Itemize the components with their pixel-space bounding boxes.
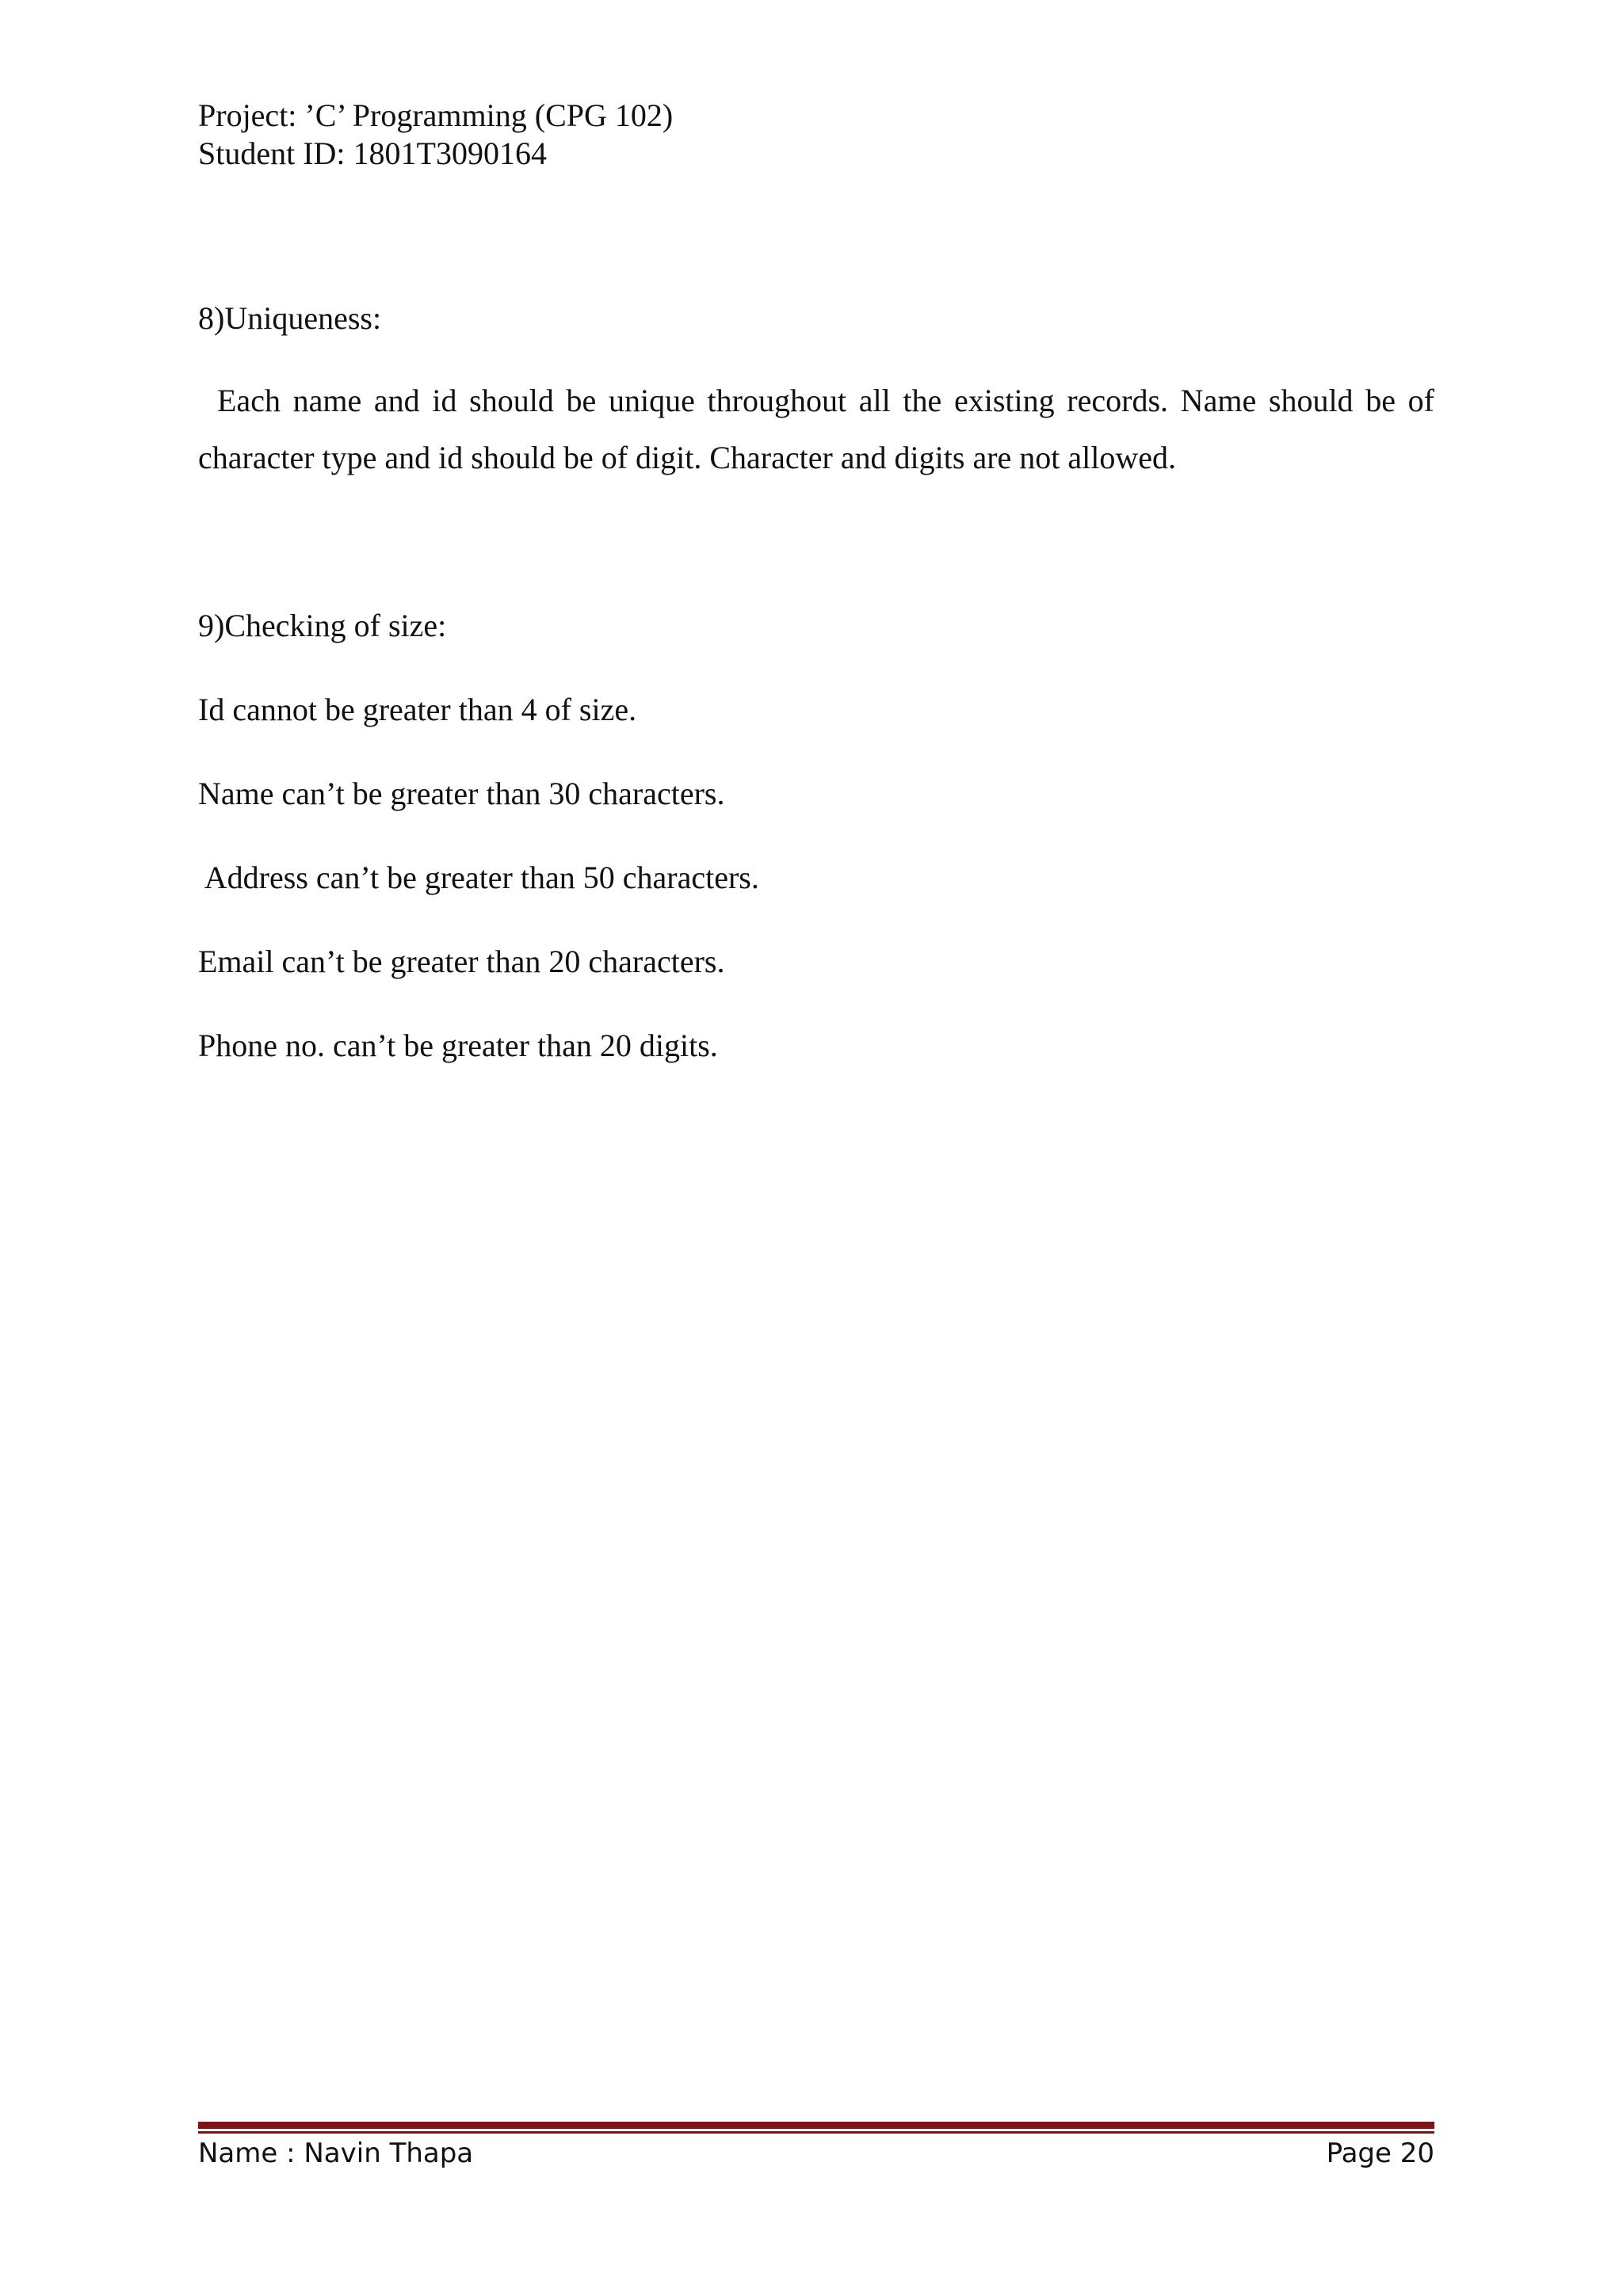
footer-rule-thin [198,2131,1434,2134]
size-check-heading: 9)Checking of size: [198,608,447,643]
uniqueness-text: Each name and id should be unique throughout all the existing records. Name should be of character type and id should be of digit. Character and digits are not allowed. [198,383,1434,475]
uniqueness-heading: 8)Uniqueness: [198,300,382,336]
project-title: Project: ’C’ Programming (CPG 102) [198,97,674,133]
footer-author-name: Name : Navin Thapa [198,2138,474,2169]
size-rule-id: Id cannot be greater than 4 of size. [198,692,637,727]
size-rule-email: Email can’t be greater than 20 characters. [198,944,725,979]
size-rule-name: Name can’t be greater than 30 characters. [198,776,725,811]
page-header [198,97,673,173]
size-rule-address: Address can’t be greater than 50 characters. [198,860,759,895]
footer-rule-thick [198,2122,1434,2129]
student-id: Student ID: 1801T3090164 [198,135,547,171]
footer-page-number: Page 20 [1326,2138,1434,2169]
size-rule-phone: Phone no. can’t be greater than 20 digits. [198,1028,718,1063]
uniqueness-paragraph [198,372,1434,486]
